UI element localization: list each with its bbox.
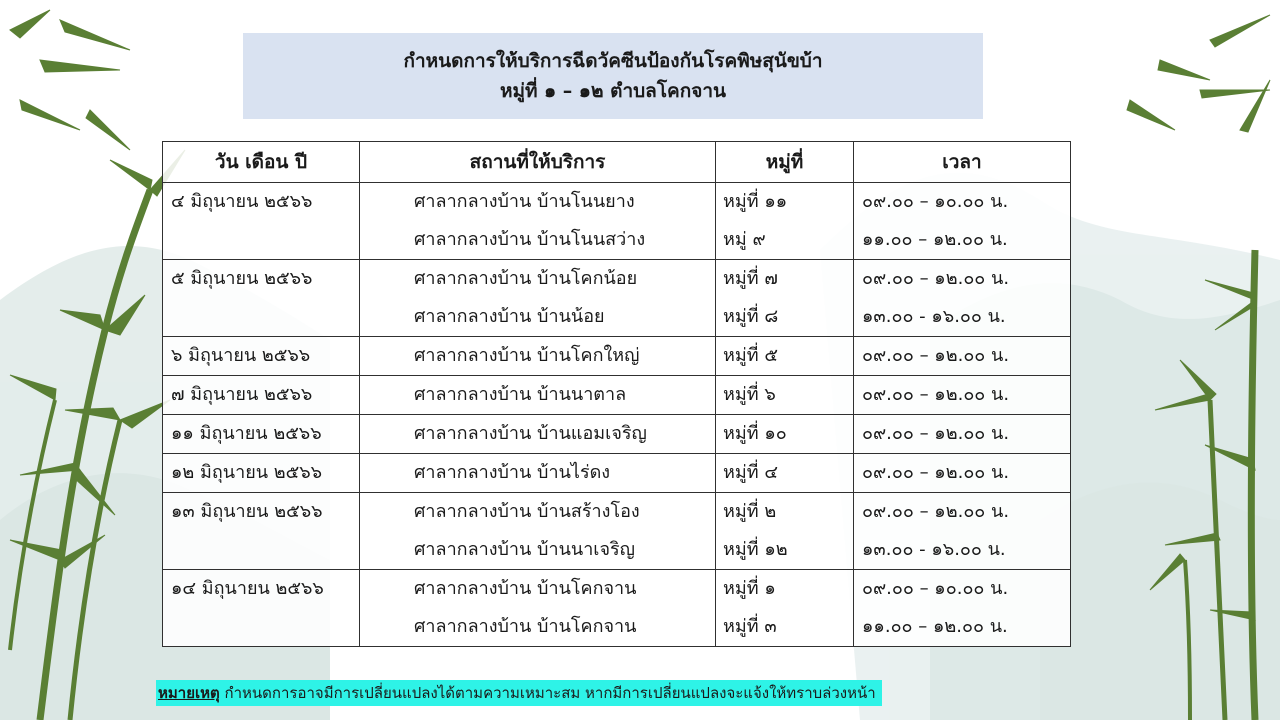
remark-text: กำหนดการอาจมีการเปลี่ยนแปลงได้ตามความเหมาะสม หากมีการเปลี่ยนแปลงจะแจ้งให้ทราบล่วงหน้า	[219, 684, 876, 702]
place-cell	[360, 454, 716, 493]
table-row	[163, 183, 1071, 260]
village-text: หมู่ที่ ๑	[723, 578, 776, 599]
time-text: ๐๙.๐๐ – ๑๒.๐๐ น.	[862, 501, 1010, 522]
village-text: หมู่ที่ ๑๐	[723, 423, 787, 444]
place-text: ศาลากลางบ้าน บ้านแอมเจริญ	[414, 423, 647, 444]
date-text: ๑๒ มิถุนายน ๒๕๖๖	[171, 462, 323, 483]
village-cell	[716, 570, 854, 647]
time-text: ๑๑.๐๐ – ๑๒.๐๐ น.	[862, 616, 1008, 637]
place-text: ศาลากลางบ้าน บ้านน้อย	[414, 306, 605, 327]
village-text: หมู่ที่ ๗	[723, 268, 778, 289]
village-cell	[716, 183, 854, 260]
table-row	[163, 337, 1071, 376]
village-text: หมู่ที่ ๕	[723, 345, 778, 366]
time-text: ๐๙.๐๐ – ๑๐.๐๐ น.	[862, 578, 1009, 599]
date-cell	[163, 260, 360, 337]
village-text: หมู่ที่ ๔	[723, 462, 778, 483]
table-body	[163, 183, 1071, 647]
remark-label: หมายเหตุ	[158, 684, 220, 702]
header-place: สถานที่ให้บริการ	[360, 142, 716, 183]
date-cell	[163, 570, 360, 647]
date-cell	[163, 454, 360, 493]
place-cell	[360, 493, 716, 570]
place-text: ศาลากลางบ้าน บ้านโคกใหญ่	[414, 345, 640, 366]
village-cell	[716, 337, 854, 376]
schedule-table	[162, 141, 1071, 647]
table-row	[163, 570, 1071, 647]
header-village: หมู่ที่	[716, 142, 854, 183]
date-text: ๑๓ มิถุนายน ๒๕๖๖	[171, 501, 323, 522]
village-text: หมู่ที่ ๑๑	[723, 191, 788, 212]
time-text: ๐๙.๐๐ – ๑๒.๐๐ น.	[862, 268, 1010, 289]
date-text: ๖ มิถุนายน ๒๕๖๖	[171, 345, 311, 366]
date-text: ๑๑ มิถุนายน ๒๕๖๖	[171, 423, 322, 444]
place-cell	[360, 260, 716, 337]
time-text: ๐๙.๐๐ – ๑๐.๐๐ น.	[862, 191, 1009, 212]
time-cell	[854, 454, 1071, 493]
time-cell	[854, 183, 1071, 260]
time-text: ๐๙.๐๐ – ๑๒.๐๐ น.	[862, 423, 1010, 444]
time-text: ๐๙.๐๐ – ๑๒.๐๐ น.	[862, 384, 1010, 405]
village-text: หมู่ที่ ๒	[723, 501, 777, 522]
time-text: ๐๙.๐๐ – ๑๒.๐๐ น.	[862, 462, 1010, 483]
date-text: ๑๔ มิถุนายน ๒๕๖๖	[171, 578, 324, 599]
place-cell	[360, 337, 716, 376]
title-banner	[243, 33, 983, 119]
title-line-2: หมู่ที่ ๑ – ๑๒ ตำบลโคกจาน	[499, 80, 727, 102]
place-text: ศาลากลางบ้าน บ้านโนนสว่าง	[414, 229, 646, 250]
table-row	[163, 454, 1071, 493]
place-cell	[360, 183, 716, 260]
place-cell	[360, 376, 716, 415]
village-cell	[716, 376, 854, 415]
date-text: ๗ มิถุนายน ๒๕๖๖	[171, 384, 313, 405]
date-text: ๕ มิถุนายน ๒๕๖๖	[171, 268, 313, 289]
place-text: ศาลากลางบ้าน บ้านสร้างโอง	[414, 501, 640, 522]
place-text: ศาลากลางบ้าน บ้านไร่ดง	[414, 462, 611, 483]
village-text: หมู่ที่ ๘	[723, 306, 779, 327]
place-text: ศาลากลางบ้าน บ้านโนนยาง	[414, 191, 635, 212]
header-date: วัน เดือน ปี	[163, 142, 360, 183]
place-text: ศาลากลางบ้าน บ้านนาตาล	[414, 384, 627, 405]
village-cell	[716, 493, 854, 570]
village-cell	[716, 415, 854, 454]
time-cell	[854, 493, 1071, 570]
time-cell	[854, 260, 1071, 337]
village-cell	[716, 260, 854, 337]
village-text: หมู่ที่ ๓	[723, 616, 777, 637]
place-text: ศาลากลางบ้าน บ้านนาเจริญ	[414, 539, 636, 560]
place-cell	[360, 570, 716, 647]
table-row	[163, 260, 1071, 337]
table-row	[163, 376, 1071, 415]
village-text: หมู่ที่ ๑๒	[723, 539, 788, 560]
time-text: ๐๙.๐๐ – ๑๒.๐๐ น.	[862, 345, 1010, 366]
place-cell	[360, 415, 716, 454]
date-cell	[163, 376, 360, 415]
place-text: ศาลากลางบ้าน บ้านโคกน้อย	[414, 268, 638, 289]
date-cell	[163, 493, 360, 570]
date-cell	[163, 337, 360, 376]
time-text: ๑๓.๐๐ - ๑๖.๐๐ น.	[862, 539, 1006, 560]
time-cell	[854, 415, 1071, 454]
village-cell	[716, 454, 854, 493]
date-cell	[163, 183, 360, 260]
remark-note	[156, 680, 882, 706]
time-text: ๑๓.๐๐ - ๑๖.๐๐ น.	[862, 306, 1006, 327]
title-line-1: กำหนดการให้บริการฉีดวัคซีนป้องกันโรคพิษสุนัขบ้า	[403, 50, 823, 72]
time-cell	[854, 337, 1071, 376]
date-text: ๔ มิถุนายน ๒๕๖๖	[171, 191, 313, 212]
village-text: หมู่ที่ ๖	[723, 384, 776, 405]
header-time: เวลา	[854, 142, 1071, 183]
table-header-row	[163, 142, 1071, 183]
village-text: หมู่ ๙	[723, 229, 766, 250]
place-text: ศาลากลางบ้าน บ้านโคกจาน	[414, 578, 637, 599]
place-text: ศาลากลางบ้าน บ้านโคกจาน	[414, 616, 637, 637]
table-row	[163, 415, 1071, 454]
time-cell	[854, 376, 1071, 415]
time-cell	[854, 570, 1071, 647]
table-row	[163, 493, 1071, 570]
date-cell	[163, 415, 360, 454]
time-text: ๑๑.๐๐ – ๑๒.๐๐ น.	[862, 229, 1008, 250]
